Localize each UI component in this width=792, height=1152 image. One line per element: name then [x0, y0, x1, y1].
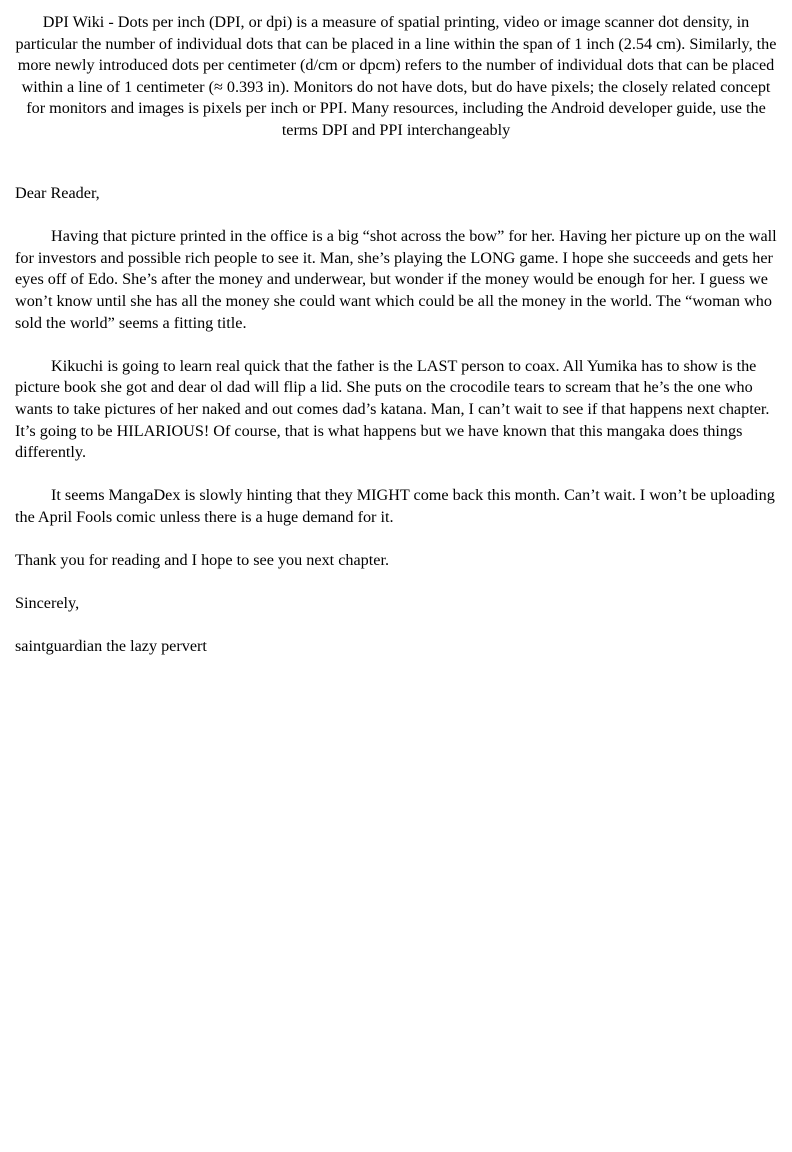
header-label: DPI Wiki - [42, 13, 114, 31]
dpi-wiki-header [12, 12, 780, 141]
signature: saintguardian the lazy pervert [15, 637, 207, 656]
letter-paragraph-2: Kikuchi is going to learn real quick that the father is the LAST person to coax. All Yumika has to show is the picture book she got and dear ol dad will flip a lid. She puts on the crocodile tears to scream that he’s the one who wants to take pictures of her naked and out comes dad’s katana. Man, I can’t wait to see if that happens next chapter. It’s going to be HILARIOUS! Of course, that is what happens but we have known that this mangaka does things differently. [15, 356, 770, 462]
header-definition-text: Dots per inch (DPI, or dpi) is a measure of spatial printing, video or image scanner dot density, in particular the number of individual dots that can be placed in a line within the span of 1 inch (2.54 cm). Similarly, the more newly introduced dots per centimeter (d/cm or dpcm) refers to the number of individual dots that can be placed within a line of 1 centimeter (≈ 0.393 in). Monitors do not have dots, but do have pixels; the closely related concept for monitors and images is pixels per inch or PPI. Many resources, including the Android developer guide, use the terms DPI and PPI interchangeably [15, 13, 777, 139]
closing-line: Sincerely, [15, 594, 80, 613]
salutation: Dear Reader, [15, 184, 100, 202]
letter-paragraph-1: Having that picture printed in the office is a big “shot across the bow” for her. Having her picture up on the wall for investors and possible rich people to see it. Man, she’s playing the LONG game. I hope she succeeds and gets her eyes off of Edo. She’s after the money and underwear, but wonder if the money would be enough for her. I guess we won’t know until she has all the money she could want which could be all the money in the world. The “woman who sold the world” seems a fitting title. [15, 227, 777, 332]
letter-paragraph-3: It seems MangaDex is slowly hinting that they MIGHT come back this month. Can’t wait. I won’t be uploading the April Fools comic unless there is a huge demand for it. [15, 486, 775, 526]
letter-body [15, 183, 781, 680]
thanks-line: Thank you for reading and I hope to see you next chapter. [15, 551, 389, 570]
